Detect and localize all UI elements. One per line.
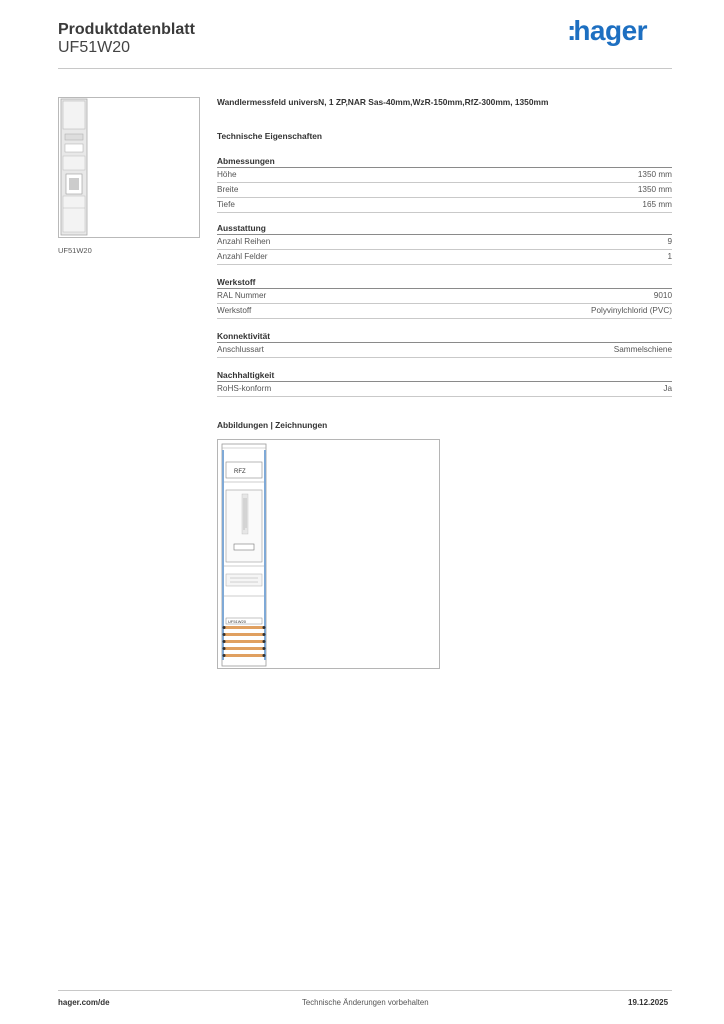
hager-logo: :hager	[567, 15, 648, 46]
section-title: Abmessungen	[217, 155, 672, 168]
product-description: Wandlermessfeld universN, 1 ZP,NAR Sas-40mm,WzR-150mm,RfZ-300mm, 1350mm	[217, 97, 549, 107]
section-title: Konnektivität	[217, 330, 672, 343]
section-title: Werkstoff	[217, 276, 672, 289]
section-werkstoff	[217, 276, 672, 319]
spec-label: RAL Nummer	[217, 291, 267, 300]
rfz-label: RFZ	[234, 469, 246, 475]
technical-drawing-svg	[218, 440, 439, 668]
product-code: UF51W20	[58, 39, 131, 56]
spec-value: 1	[667, 252, 672, 261]
spec-label: Tiefe	[217, 200, 235, 209]
footer-notice: Technische Änderungen vorbehalten	[302, 998, 429, 1007]
spec-label: Breite	[217, 185, 239, 194]
product-image-caption: UF51W20	[58, 246, 92, 255]
spec-label: Anschlussart	[217, 345, 264, 354]
spec-value: Sammelschiene	[613, 345, 672, 354]
product-image-drawing	[59, 98, 199, 237]
page-title: Produktdatenblatt	[58, 21, 195, 38]
spec-row	[217, 343, 672, 358]
footer-divider	[58, 990, 672, 991]
spec-value: 9010	[653, 291, 672, 300]
spec-row	[217, 382, 672, 397]
spec-row	[217, 183, 672, 198]
spec-label: RoHS-konform	[217, 384, 272, 393]
drawing-plate-label: UF51W20	[228, 619, 247, 624]
spec-value: Polyvinylchlorid (PVC)	[591, 306, 672, 315]
spec-row	[217, 198, 672, 213]
footer-date: 19.12.2025	[628, 998, 669, 1007]
spec-value: 1350 mm	[637, 185, 672, 194]
spec-row	[217, 235, 672, 250]
spec-label: Anzahl Reihen	[217, 237, 271, 246]
product-image	[58, 97, 200, 238]
spec-label: Anzahl Felder	[217, 252, 268, 261]
section-konnektivitaet	[217, 330, 672, 358]
spec-row	[217, 289, 672, 304]
spec-label: Höhe	[217, 170, 237, 179]
spec-row	[217, 304, 672, 319]
technical-drawing	[217, 439, 440, 669]
spec-value: 165 mm	[642, 200, 672, 209]
section-abmessungen	[217, 155, 672, 213]
technical-properties-heading: Technische Eigenschaften	[217, 131, 323, 141]
spec-row	[217, 250, 672, 265]
header-divider	[58, 68, 672, 69]
spec-label: Werkstoff	[217, 306, 252, 315]
spec-row	[217, 168, 672, 183]
drawings-heading: Abbildungen | Zeichnungen	[217, 420, 328, 430]
section-title: Nachhaltigkeit	[217, 369, 672, 382]
spec-value: 9	[667, 237, 672, 246]
logo-text: hager	[573, 15, 648, 46]
spec-value: Ja	[663, 384, 672, 393]
spec-value: 1350 mm	[637, 170, 672, 179]
section-title: Ausstattung	[217, 222, 672, 235]
footer-website[interactable]: hager.com/de	[58, 998, 110, 1007]
section-nachhaltigkeit	[217, 369, 672, 397]
section-ausstattung	[217, 222, 672, 265]
